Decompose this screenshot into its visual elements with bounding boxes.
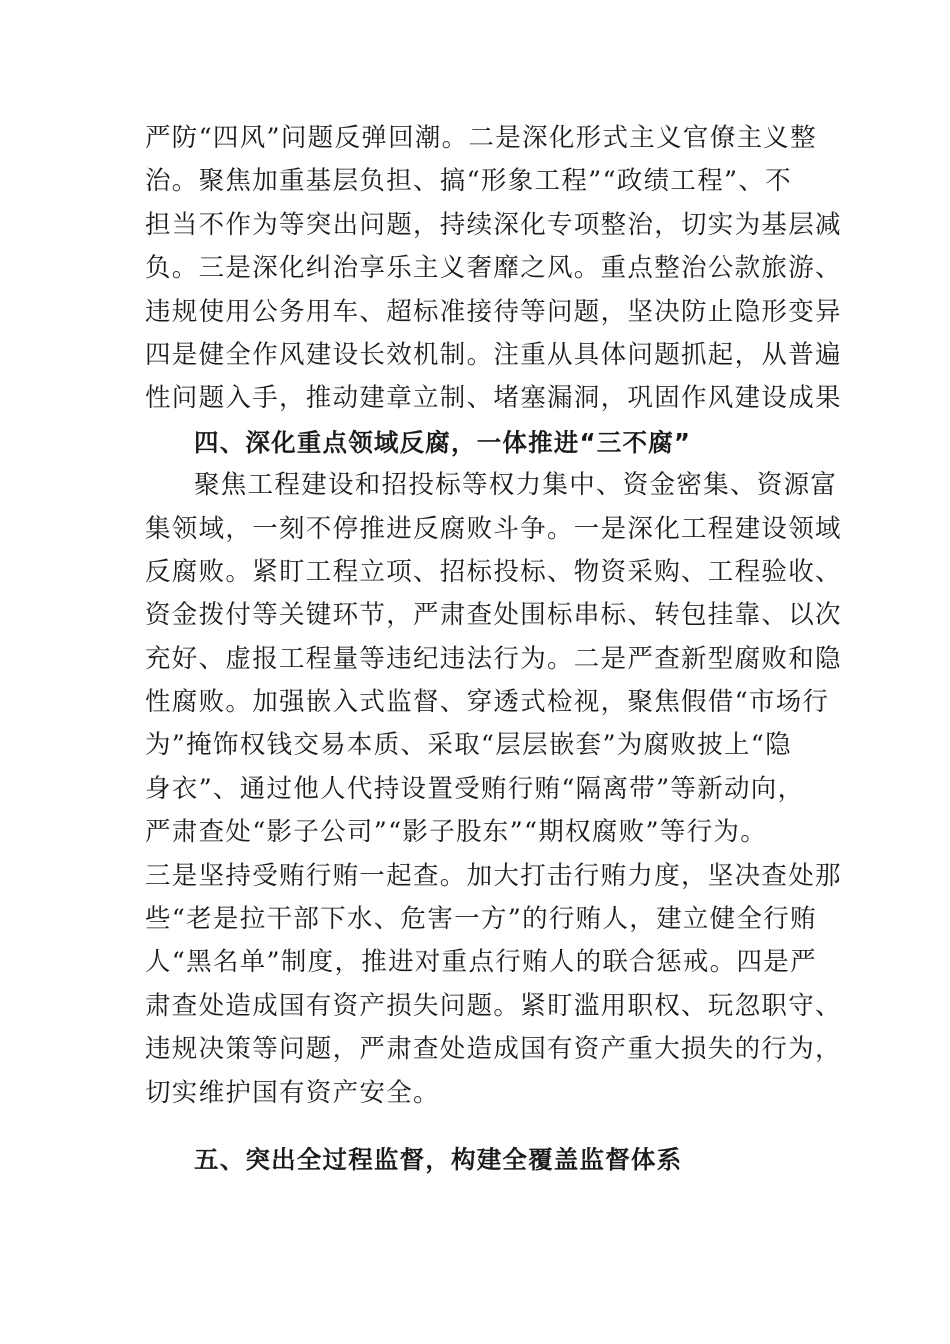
paragraph-line: 严防“四风”问题反弹回潮。二是深化形式主义官僚主义整 (145, 123, 817, 153)
paragraph-line: 三是坚持受贿行贿一起查。加大打击行贿力度，坚决查处那 (145, 860, 842, 891)
paragraph-line: 四是健全作风建设长效机制。注重从具体问题抓起，从普遍 (145, 339, 842, 370)
paragraph-line: 严肃查处“影子公司”“影子股东”“期权腐败”等行为。 (145, 817, 768, 848)
paragraph-line: 为”掩饰权钱交易本质、采取“层层嵌套”为腐败披上“隐 (145, 730, 792, 761)
paragraph-line: 聚焦工程建设和招投标等权力集中、资金密集、资源富 (194, 470, 838, 501)
paragraph-line: 性腐败。加强嵌入式监督、穿透式检视，聚焦假借“市场行 (145, 687, 830, 718)
paragraph-line: 些“老是拉干部下水、危害一方”的行贿人，建立健全行贿 (145, 904, 817, 935)
paragraph-line: 性问题入手，推动建章立制、堵塞漏洞，巩固作风建设成果 (145, 383, 842, 414)
paragraph-line: 肃查处造成国有资产损失问题。紧盯滥用职权、玩忽职守、 (145, 990, 842, 1021)
section-heading-5: 五、突出全过程监督，构建全覆盖监督体系 (194, 1144, 683, 1174)
paragraph-line: 担当不作为等突出问题，持续深化专项整治，切实为基层减 (145, 209, 842, 240)
paragraph-line: 切实维护国有资产安全。 (145, 1077, 440, 1108)
continued-paragraph (145, 117, 842, 1191)
paragraph-line: 负。三是深化纠治享乐主义奢靡之风。重点整治公款旅游、 (145, 253, 842, 284)
paragraph-line: 违规决策等问题，严肃查处造成国有资产重大损失的行为， (145, 1034, 842, 1065)
paragraph-line: 身衣”、通过他人代持设置受贿行贿“隔离带”等新动向， (145, 773, 805, 804)
paragraph-line: 人“黑名单”制度，推进对重点行贿人的联合惩戒。四是严 (145, 947, 817, 978)
paragraph-line: 反腐败。紧盯工程立项、招标投标、物资采购、工程验收、 (145, 556, 842, 587)
paragraph-line: 违规使用公务用车、超标准接待等问题，坚决防止隐形变异 (145, 296, 842, 327)
paragraph-line: 资金拨付等关键环节，严肃查处围标串标、转包挂靠、以次 (145, 600, 842, 631)
section-heading-4: 四、深化重点领域反腐，一体推进“三不腐” (194, 427, 692, 457)
paragraph-line: 充好、虚报工程量等违纪违法行为。二是严查新型腐败和隐 (145, 643, 842, 674)
paragraph-line: 治。聚焦加重基层负担、搞“形象工程”“政绩工程”、不 (145, 166, 792, 197)
paragraph-line: 集领域，一刻不停推进反腐败斗争。一是深化工程建设领域 (145, 513, 842, 544)
